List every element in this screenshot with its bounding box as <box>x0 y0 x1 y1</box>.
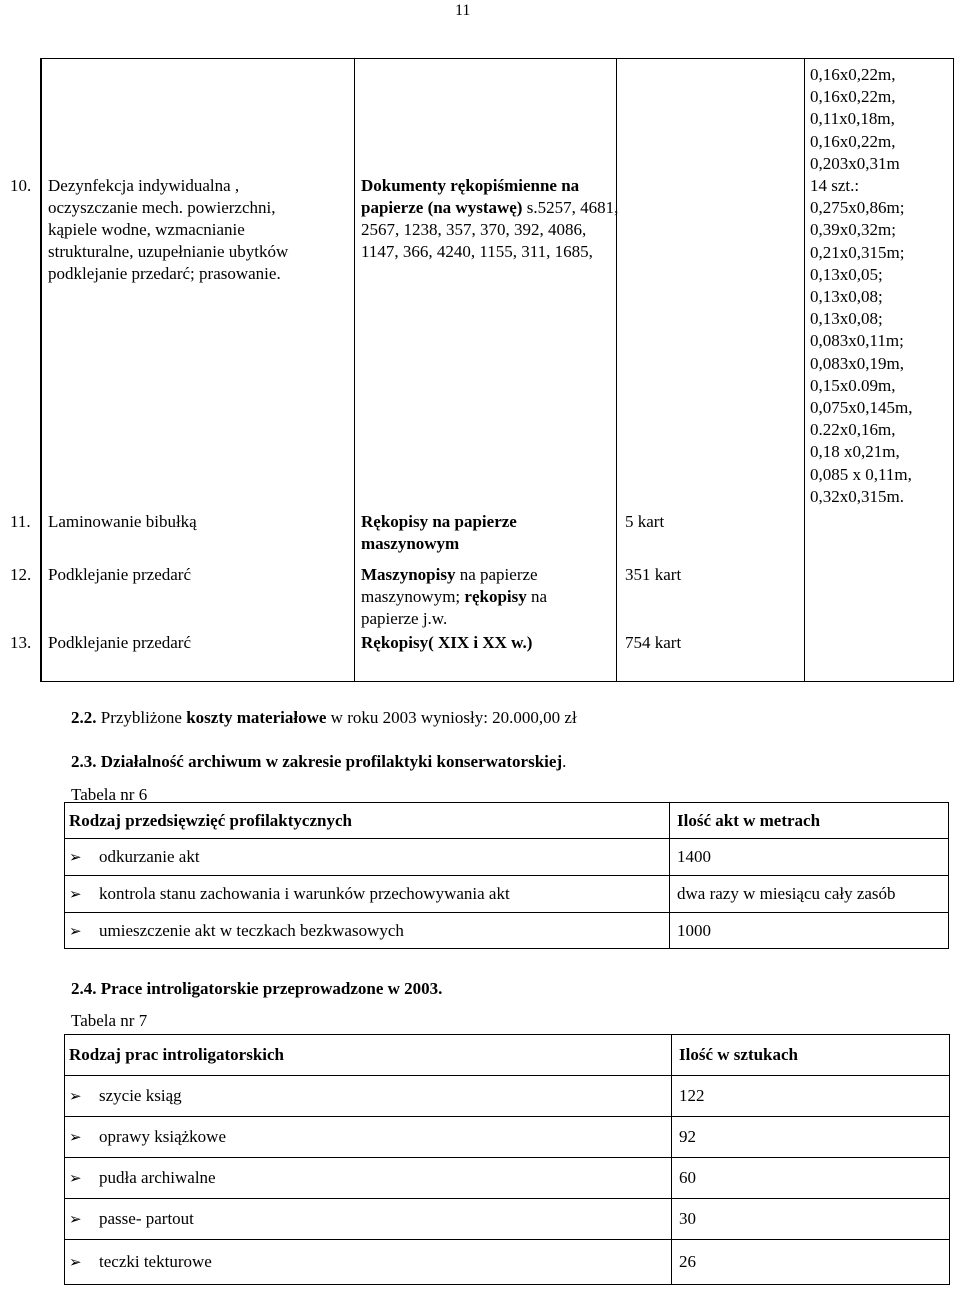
work-description: Dezynfekcja indywidualna , oczyszczanie mech. powierzchni, kąpiele wodne, wzmacnianie strukturalne, uzupełnianie ubytków podklejanie przedarć; prasowanie. <box>48 176 289 283</box>
section-number: 2.2. <box>71 708 97 727</box>
quantity: 754 kart <box>625 633 682 652</box>
dimension-entry: 0,16x0,22m, <box>810 87 896 107</box>
page-number: 11 <box>455 2 471 19</box>
row-label <box>69 1076 182 1116</box>
column-divider <box>804 59 805 681</box>
row-number: 10. <box>10 176 32 195</box>
cell-text: odkurzanie akt <box>99 847 200 866</box>
document-detail: na papierze maszynowym; <box>361 565 538 606</box>
dimension-entry: 0,13x0,05; <box>810 264 883 284</box>
row-number: 13. <box>10 633 32 652</box>
cell-text: pudła archiwalne <box>99 1168 216 1187</box>
dimension-entry: 0,13x0,08; <box>810 287 883 307</box>
document-type: Rękopisy( XIX i XX w.) <box>361 633 533 652</box>
dimension-entry: 0,11x0,18m, <box>810 109 895 129</box>
table-6 <box>64 802 949 949</box>
cell-text: teczki tekturowe <box>99 1252 212 1271</box>
row-label <box>69 913 404 949</box>
table-row <box>65 1240 949 1284</box>
dimension-entry: 0,085 x 0,11m, <box>810 464 912 484</box>
dimension-entry: 0,39x0,32m; <box>810 220 896 240</box>
work-description: Podklejanie przedarć <box>48 565 192 584</box>
document-detail: na papierze j.w. <box>361 587 548 628</box>
table-row <box>65 839 948 876</box>
section-2-3-heading <box>71 752 566 772</box>
dimension-entry: 0,16x0,22m, <box>810 131 896 151</box>
work-description: Laminowanie bibułką <box>48 512 197 531</box>
document-type: Rękopisy na papierze maszynowym <box>361 512 517 553</box>
table-row <box>65 1076 949 1117</box>
cell-value: 1000 <box>677 921 711 940</box>
arrowhead-bullet-icon: ➢ <box>69 848 82 866</box>
column-divider <box>616 59 617 681</box>
cell-value: 26 <box>679 1252 696 1271</box>
column-divider <box>354 59 355 681</box>
dimensions-list <box>810 64 912 508</box>
table-header <box>65 803 948 839</box>
row-label <box>69 1240 212 1284</box>
dimension-entry: 0,16x0,22m, <box>810 65 896 84</box>
table-7-caption: Tabela nr 7 <box>71 1011 148 1030</box>
quantity: 351 kart <box>625 565 682 584</box>
section-text: w roku 2003 wyniosły: 20.000,00 zł <box>326 708 577 727</box>
table-row <box>65 1158 949 1199</box>
dimension-entry: 0,083x0,19m, <box>810 353 904 373</box>
dimension-entry: 0,203x0,31m <box>810 153 900 173</box>
row-number: 11. <box>10 512 31 531</box>
cell-value: dwa razy w miesiącu cały zasób <box>677 884 896 903</box>
row-label <box>69 1117 226 1157</box>
arrowhead-bullet-icon: ➢ <box>69 1253 82 1271</box>
table-row <box>65 913 948 949</box>
arrowhead-bullet-icon: ➢ <box>69 1210 82 1228</box>
cell-value: 92 <box>679 1127 696 1146</box>
dimension-entry: 0,18 x0,21m, <box>810 442 900 462</box>
quantity: 5 kart <box>625 512 665 531</box>
dimension-entry: 0,13x0,08; <box>810 309 883 329</box>
section-dot: . <box>562 752 567 771</box>
cell-value: 1400 <box>677 847 711 866</box>
document-type: Maszynopisy <box>361 565 456 584</box>
row-label <box>69 1199 194 1239</box>
dimension-entry: 0,075x0,145m, <box>810 398 913 418</box>
dimension-entry: 0,083x0,11m; <box>810 331 904 351</box>
arrowhead-bullet-icon: ➢ <box>69 1169 82 1187</box>
cell-text: oprawy książkowe <box>99 1127 226 1146</box>
header-cell: Ilość w sztukach <box>679 1045 799 1064</box>
table-6-caption: Tabela nr 6 <box>71 785 148 804</box>
cell-text: szycie ksiąg <box>99 1086 182 1105</box>
cell-value: 30 <box>679 1209 696 1228</box>
work-description: Podklejanie przedarć <box>48 633 192 652</box>
dimension-entry: 0,275x0,86m; <box>810 198 905 218</box>
section-heading: 2.3. Działalność archiwum w zakresie profilaktyki konserwatorskiej <box>71 752 563 771</box>
section-text: Przybliżone <box>96 708 187 727</box>
section-2-4-heading: 2.4. Prace introligatorskie przeprowadzone w 2003. <box>71 979 443 998</box>
row-label <box>69 839 200 875</box>
arrowhead-bullet-icon: ➢ <box>69 1128 82 1146</box>
document-type: Dokumenty rękopiśmienne na papierze (na wystawę) <box>361 176 580 217</box>
section-2-2 <box>71 708 577 728</box>
document-type: rękopisy <box>464 587 527 606</box>
document-description <box>361 564 596 630</box>
row-label <box>69 1158 216 1198</box>
table-row <box>65 1117 949 1158</box>
table-header <box>65 1035 949 1076</box>
section-emphasis: koszty materiałowe <box>186 708 327 727</box>
header-cell: Rodzaj przedsięwzięć profilaktycznych <box>69 810 352 830</box>
table-7 <box>64 1034 950 1285</box>
dimension-entry: 14 szt.: <box>810 176 860 196</box>
dimension-entry: 0.22x0,16m, <box>810 420 896 440</box>
dimension-entry: 0,15x0.09m, <box>810 375 896 395</box>
cell-text: passe- partout <box>99 1209 194 1228</box>
header-cell: Rodzaj prac introligatorskich <box>69 1045 285 1064</box>
table-row <box>65 876 948 913</box>
arrowhead-bullet-icon: ➢ <box>69 885 82 903</box>
cell-text: umieszczenie akt w teczkach bezkwasowych <box>99 921 404 940</box>
document-description <box>361 175 623 263</box>
dimension-entry: 0,21x0,315m; <box>810 242 905 262</box>
document-signatures: s.5257, 4681, 2567, 1238, 357, 370, 392, 4086, 1147, 366, 4240, 1155, 311, 1685, <box>361 198 619 261</box>
cell-text: kontrola stanu zachowania i warunków przechowywania akt <box>99 884 510 903</box>
row-label <box>69 876 510 912</box>
dimension-entry: 0,32x0,315m. <box>810 486 904 506</box>
cell-value: 60 <box>679 1168 696 1187</box>
header-cell: Ilość akt w metrach <box>677 810 821 830</box>
cell-value: 122 <box>679 1086 705 1105</box>
arrowhead-bullet-icon: ➢ <box>69 922 82 940</box>
table-row <box>65 1199 949 1240</box>
arrowhead-bullet-icon: ➢ <box>69 1087 82 1105</box>
row-number: 12. <box>10 565 32 584</box>
